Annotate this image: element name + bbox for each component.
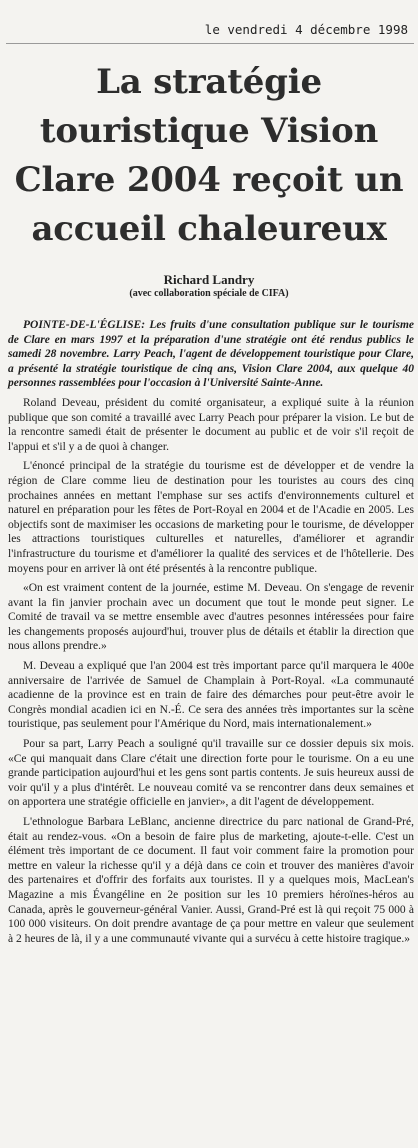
issue-date: le vendredi 4 décembre 1998 [204,22,408,37]
lead-paragraph [8,318,414,391]
paragraph-2: L'énoncé principal de la stratégie du tourisme est de développer et de vendre la région de Clare comme lieu de destination pour les touristes au cours des cinq prochaines années en mettant l'emphase sur ses actifs d'environnements culturel et naturel en préparation pour les fêtes de Port-Royal en 2004 et de l'Acadie en 2005. Les objectifs sont de maximiser les occasions de marketing pour le tourisme, de développer les attractions touristiques culturelles et naturelles, d'améliorer et agrandir l'infrastructure du tourisme et d'améliorer la qualité des services et de l'hôtellerie. Des moyens pour en arriver là ont été présentés à la rencontre publique. [8,460,414,575]
byline-author: Richard Landry [163,272,255,287]
paragraph-4: M. Deveau a expliqué que l'an 2004 est très important parce qu'il marquera le 400e anniversaire de l'arrivée de Samuel de Champlain à Port-Royal. «La communauté acadienne de la province est en train de faire des démarches pour peut-être avoir le Congrès mondial acadien ici en N.-É. Ce sera des années très importantes sur la scène touristique, pas seulement pour l'Amérique du Nord, mais internationalement.» [8,660,414,731]
headline-line-2: touristique Vision [39,111,379,151]
byline-collaboration: (avec collaboration spéciale de CIFA) [129,288,289,299]
paragraph-3: «On est vraiment content de la journée, estime M. Deveau. On s'engage de revenir avant la fin janvier prochain avec un document que tout le monde peut signer. Le Comité de travail va se mettre ensemble avec d'autres pesonnes intéressées pour faire les changements proposés aujourd'hui, trouver plus de détails et établir la direction que nous allons prendre.» [8,582,414,653]
headline [6,58,412,254]
headline-line-1: La stratégie [96,62,322,102]
header-rule [6,43,414,44]
paragraph-1: Roland Deveau, président du comité organisateur, a expliqué suite à la réunion publique que son comité a travaillé avec Larry Peach pour préparer la vision. Le but de la rencontre samedi était de présenter le document au public et de voir s'il reçoit de l'appui et s'il y a de quoi à changer. [8,396,414,453]
paragraph-6: L'ethnologue Barbara LeBlanc, ancienne directrice du parc national de Grand-Pré, était au rendez-vous. «On a besoin de faire plus de marketing, ajoute-t-elle. C'est un élément très important de ce document. Il faut voir comment faire la promotion pour mettre en valeur la richesse qu'il y a déjà dans ce coin et trouver des manières d'avoir des partenaires et d'offrir des forfaits aux touristes. Il y a quelques mois, MacLean's Magazine a mis Évangéline en 2e position sur les 10 premiers héroïnes-héros au Canada, après le gouverneur-général Vanier. Aussi, Grand-Pré est là qui reçoit 75 000 à 100 000 visiteurs. On doit prendre avantage de ça pour mettre en valeur que seulement à 2 heures de là, il y a une communauté vivante qui a survécu à cette histoire tragique.» [8,816,414,945]
paragraph-5: Pour sa part, Larry Peach a souligné qu'il travaille sur ce dossier depuis six mois. «Ce qui manquait dans Clare c'était une direction forte pour le tourisme. On a eu une grande participation aujourd'hui et les gens sont partis contents. Je suis heureux aussi de voir qu'il y a plus d'intérêt. Le nouveau comité va se rencontrer dans deux semaines et on apportera une stratégie officielle en janvier», a dit l'agent de développement. [8,738,414,809]
headline-line-4: accueil chaleureux [31,209,387,249]
dateline: POINTE-DE-L'ÉGLISE: [23,319,146,331]
headline-line-3: Clare 2004 reçoit un [14,160,404,200]
article-body [8,318,414,951]
lead-text: Les fruits d'une consultation publique sur le tourisme de Clare en mars 1997 et la préparation d'une stratégie ont été rendus publics le samedi 28 novembre. Larry Peach, l'agent de développement touristique pour Clare, a présenté la stratégie touristique de cinq ans, Vision Clare 2004, aux quelque 40 personnes rassemblées pour l'occasion à l'Université Sainte-Anne. [8,319,414,390]
